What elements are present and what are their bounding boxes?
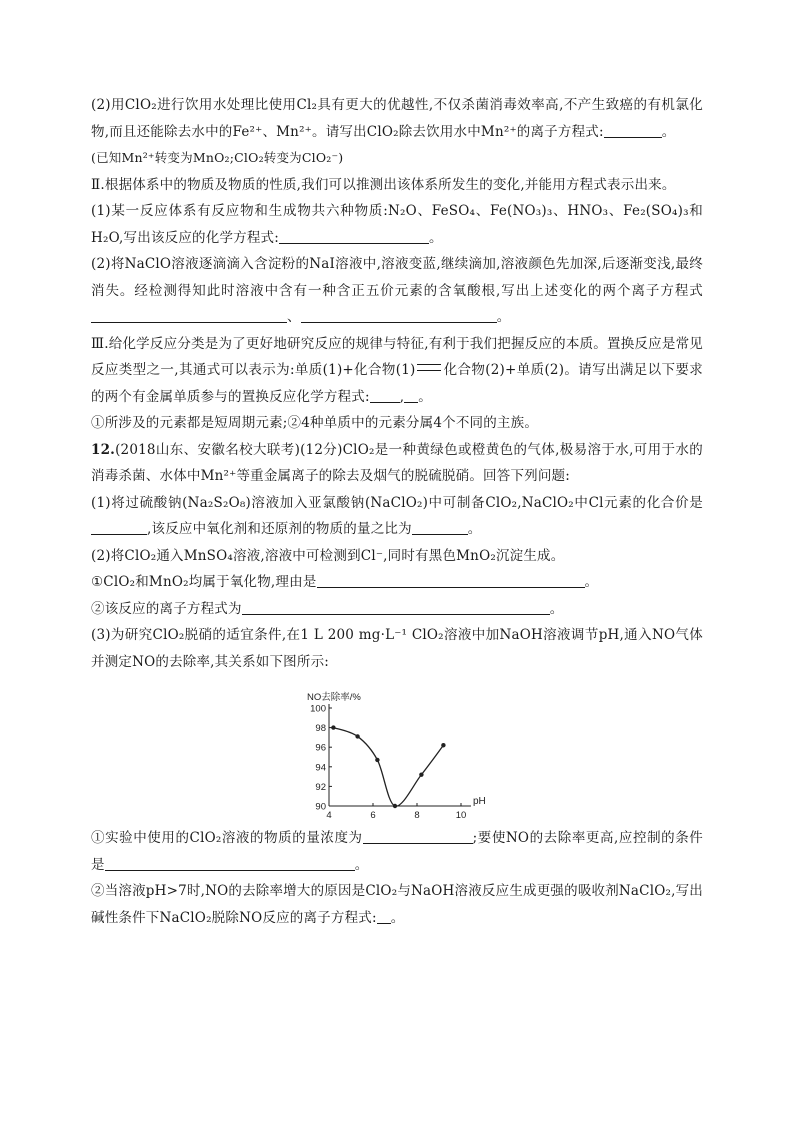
question-number: 12. — [91, 441, 116, 458]
data-point — [375, 758, 379, 762]
punct: , — [399, 388, 405, 405]
answer-blank[interactable] — [105, 856, 355, 871]
section-2-intro: Ⅱ.根据体系中的物质及物质的性质,我们可以推测出该体系所发生的变化,并能用方程式表示出来。 — [91, 176, 676, 193]
answer-blank[interactable] — [317, 573, 585, 588]
answer-blank[interactable] — [377, 909, 391, 924]
paragraph-text: ,该反应中氧化剂和还原剂的物质的量之比为 — [147, 521, 412, 537]
punct: 。 — [467, 521, 482, 537]
question-12-part-2-2 — [91, 596, 703, 623]
answer-blank[interactable] — [412, 520, 468, 535]
y-tick-label: 90 — [315, 801, 326, 813]
paragraph-text: (1)某一反应体系有反应物和生成物共六种物质:N₂O、FeSO₄、Fe(NO₃)₃、HNO₃、Fe₂(SO₄)₃和H₂O,写出该反应的化学方程式: — [91, 203, 703, 246]
paragraph-text: 化合物(2)+单质(2)。请写出满足以下要求的两个有金属单质参与的置换反应化学方程式: — [91, 362, 703, 405]
section-2-q1 — [91, 198, 703, 251]
x-tick-label: 6 — [370, 810, 376, 821]
punct: 。 — [584, 574, 599, 590]
x-tick-label: 8 — [414, 810, 420, 821]
punct: 。 — [549, 600, 564, 617]
paragraph-text: (1)将过硫酸钠(Na₂S₂O₈)溶液加入亚氯酸钠(NaClO₂)中可制备ClO₂,NaClO₂中Cl元素的化合价是 — [91, 494, 703, 511]
punct: 。 — [354, 856, 369, 873]
punct: 。 — [661, 123, 676, 140]
question-12-part-3-2 — [91, 878, 703, 931]
section-3-intro — [91, 331, 703, 411]
answer-blank[interactable] — [242, 600, 550, 615]
punct: 。 — [390, 909, 405, 926]
chart-svg — [91, 681, 703, 821]
paragraph-text: ②当溶液pH>7时,NO的去除率增大的原因是ClO₂与NaOH溶液反应生成更强的吸收剂NaClO₂,写出碱性条件下NaClO₂脱除NO反应的离子方程式: — [91, 883, 703, 926]
section-3-requirements: ①所涉及的元素都是短周期元素;②4种单质中的元素分属4个不同的主族。 — [91, 415, 539, 431]
y-tick-label: 98 — [315, 723, 326, 735]
paragraph-text: ②该反应的离子方程式为 — [91, 600, 242, 617]
question-12-part-2: (2)将ClO₂通入MnSO₄溶液,溶液中可检测到Cl⁻,同时有黑色MnO₂沉淀生成。 — [91, 547, 565, 564]
data-point — [355, 734, 359, 738]
punct: 。 — [496, 309, 511, 325]
answer-blank[interactable] — [279, 229, 429, 244]
x-axis-label: pH — [473, 796, 486, 807]
data-point — [419, 772, 423, 776]
y-tick-label: 92 — [315, 781, 326, 793]
y-axis-label: NO去除率/% — [307, 692, 361, 703]
x-tick-label: 4 — [326, 810, 332, 821]
paragraph-text: ;要使NO的去除率更高,应控制的条件是 — [91, 830, 704, 873]
punct: 、 — [287, 309, 301, 325]
data-point — [331, 725, 335, 729]
answer-blank[interactable] — [604, 123, 662, 138]
question-12-part-1 — [91, 490, 703, 543]
answer-blank[interactable] — [91, 520, 147, 535]
answer-blank[interactable] — [370, 388, 400, 403]
punct: 。 — [418, 388, 432, 405]
answer-blank[interactable] — [91, 308, 287, 323]
y-tick-label: 94 — [315, 762, 326, 774]
no-removal-chart — [91, 681, 703, 821]
paragraph-text: ①实验中使用的ClO₂溶液的物质的量浓度为 — [91, 830, 363, 846]
data-point — [441, 743, 445, 747]
data-point — [393, 804, 397, 808]
x-tick-label: 10 — [455, 810, 467, 821]
question-12-part-2-1 — [91, 569, 703, 596]
punct: 。 — [429, 229, 443, 246]
paragraph-text: (2)用ClO₂进行饮用水处理比使用Cl₂具有更大的优越性,不仅杀菌消毒效率高,不产生致癌的有机氯化物,而且还能除去水中的Fe²⁺、Mn²⁺。请写出ClO₂除去饮用水中Mn²⁺的离子方程式: — [91, 97, 703, 140]
hint-note: (已知Mn²⁺转变为MnO₂;ClO₂转变为ClO₂⁻) — [91, 150, 344, 165]
equals-sign-icon — [417, 364, 441, 371]
question-12 — [91, 437, 703, 490]
answer-blank[interactable] — [301, 308, 497, 323]
y-tick-label: 100 — [310, 703, 326, 715]
question-12-part-3: (3)为研究ClO₂脱硝的适宜条件,在1 L 200 mg·L⁻¹ ClO₂溶液中加NaOH溶液调节pH,通入NO气体并测定NO的去除率,其关系如下图所示: — [91, 627, 703, 670]
document-page — [91, 92, 703, 931]
paragraph-text: ①ClO₂和MnO₂均属于氧化物,理由是 — [91, 574, 317, 590]
question-12-part-3-1 — [91, 825, 703, 878]
answer-blank[interactable] — [404, 388, 418, 403]
paragraph-text: (2)将NaClO溶液逐滴滴入含淀粉的NaI溶液中,溶液变蓝,继续滴加,溶液颜色先加深,后逐渐变浅,最终消失。经检测得知此时溶液中含有一种含正五价元素的含氧酸根,写出上述变化的两个离子方程式 — [91, 256, 703, 299]
paragraph-text: (2018山东、安徽名校大联考)(12分)ClO₂是一种黄绿色或橙黄色的气体,极易溶于水,可用于水的消毒杀菌、水体中Mn²⁺等重金属离子的除去及烟气的脱硫脱硝。回答下列问题: — [91, 441, 703, 484]
y-tick-label: 96 — [315, 742, 326, 754]
section-2-q2 — [91, 251, 703, 331]
question-part-2 — [91, 92, 703, 145]
series-line — [333, 728, 443, 807]
answer-blank[interactable] — [363, 829, 473, 844]
paragraph-text: Ⅲ.给化学反应分类是为了更好地研究反应的规律与特征,有利于我们把握反应的本质。置换反应是常见反应类型之一,其通式可以表示为:单质(1)+化合物(1) — [91, 335, 703, 378]
